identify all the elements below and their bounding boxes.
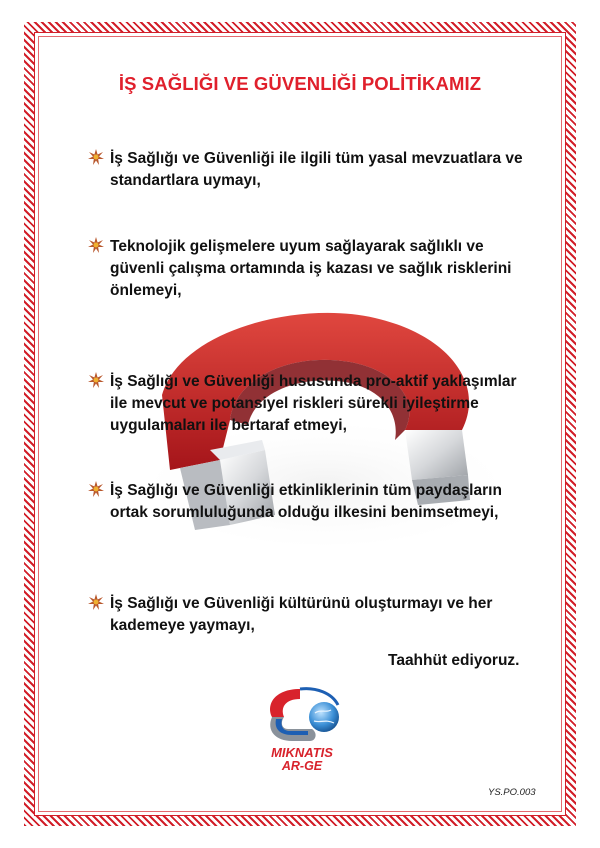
star-bullet-icon — [88, 149, 104, 165]
item-line: ile mevcut ve potansiyel riskleri sürekli iyileştirme — [110, 395, 479, 412]
item-line: İş Sağlığı ve Güvenliği kültürünü oluşturmayı ve her — [110, 595, 493, 612]
item-line: İş Sağlığı ve Güvenliği etkinliklerinin tüm paydaşların — [110, 482, 502, 499]
item-line: İş Sağlığı ve Güvenliği hususunda pro-aktif yaklaşımlar — [110, 373, 517, 390]
star-bullet-icon — [88, 372, 104, 388]
policy-item — [90, 593, 540, 637]
item-line: uygulamaları ile bertaraf etmeyi, — [110, 417, 347, 434]
page-title: İŞ SAĞLIĞI VE GÜVENLİĞİ POLİTİKAMIZ — [118, 73, 482, 94]
item-line: ortak sorumluluğunda olduğu ilkesini benimsetmeyi, — [110, 504, 499, 521]
item-line: önlemeyi, — [110, 282, 182, 299]
policy-item — [90, 148, 540, 192]
item-line: İş Sağlığı ve Güvenliği ile ilgili tüm yasal mevzuatlara ve — [110, 150, 523, 167]
item-line: kademeye yaymayı, — [110, 617, 255, 634]
item-line: standartlara uymayı, — [110, 172, 261, 189]
star-bullet-icon — [88, 594, 104, 610]
policy-item — [90, 236, 540, 302]
document-code: YS.PO.003 — [488, 787, 536, 798]
item-line: Teknolojik gelişmelere uyum sağlayarak sağlıklı ve — [110, 238, 484, 255]
company-logo — [252, 683, 352, 773]
star-bullet-icon — [88, 237, 104, 253]
item-line: güvenli çalışma ortamında iş kazası ve sağlık risklerini — [110, 260, 512, 277]
policy-item — [90, 480, 540, 524]
star-bullet-icon — [88, 481, 104, 497]
commitment-text: Taahhüt ediyoruz. — [388, 652, 520, 669]
logo-line2: AR-GE — [281, 759, 323, 773]
logo-line1: MIKNATIS — [271, 745, 333, 760]
policy-item — [90, 371, 540, 437]
